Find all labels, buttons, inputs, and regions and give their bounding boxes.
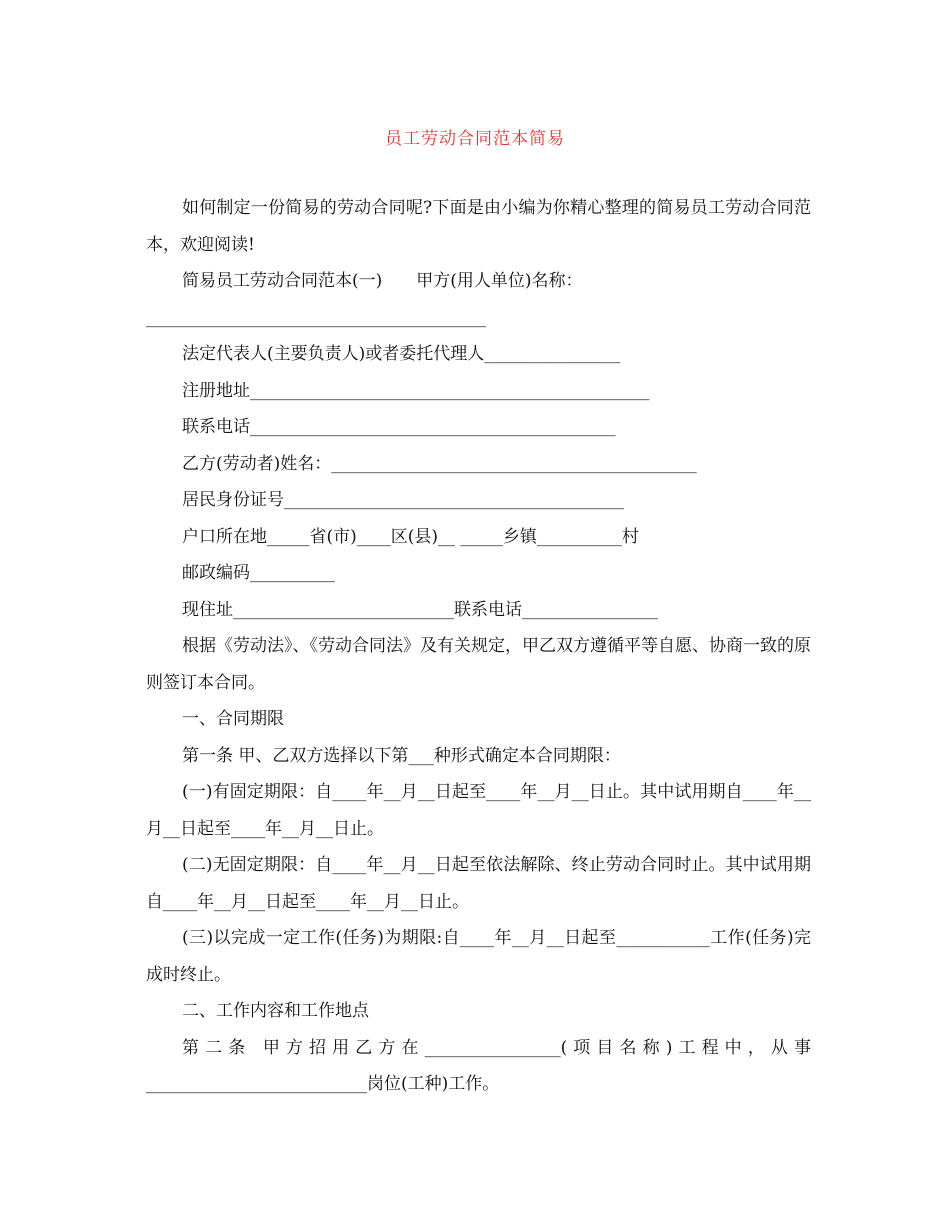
document-title: 员工劳动合同范本简易 (385, 129, 565, 149)
contract-heading-employer-name: 简易员工劳动合同范本(一) 甲方(用人单位)名称： (182, 271, 583, 291)
postal-code-line: 邮政编码__________ (182, 563, 335, 583)
employer-name-blank: ________________________________________ (146, 307, 486, 328)
fixed-term-clause: (一)有固定期限：自____年__月__日起至____年__月__日止。其中试用期自____年__月__日起至____年__月__日止。 (146, 782, 811, 839)
employee-name-line: 乙方(劳动者)姓名：___________________________________________ (182, 453, 697, 474)
article-one: 第一条 甲、乙双方选择以下第___种形式确定本合同期限： (182, 745, 621, 766)
current-address-line: 现住址__________________________联系电话________________ (182, 599, 658, 620)
household-registration-line: 户口所在地_____省(市)____区(县)__ _____乡镇__________村 (182, 526, 639, 547)
article-two: 第二条 甲方招用乙方在________________(项目名称)工程中，从事__________________________岗位(工种)工作。 (146, 1037, 811, 1094)
task-term-clause: (三)以完成一定工作(任务)为期限:自____年__月__日起至___________工作(任务)完成时终止。 (146, 928, 811, 985)
section-heading-work: 二、工作内容和工作地点 (182, 1001, 369, 1021)
document-body (146, 190, 811, 1103)
legal-representative-line: 法定代表人(主要负责人)或者委托代理人________________ (182, 344, 621, 364)
employer-phone-line: 联系电话___________________________________________ (182, 417, 616, 437)
id-number-line: 居民身份证号________________________________________ (182, 490, 624, 510)
intro-paragraph: 如何制定一份简易的劳动合同呢?下面是由小编为你精心整理的简易员工劳动合同范本，欢迎阅读! (146, 198, 811, 255)
open-term-clause: (二)无固定期限：自____年__月__日起至依法解除、终止劳动合同时止。其中试用期自____年__月__日起至____年__月__日止。 (146, 855, 811, 912)
section-heading-term: 一、合同期限 (182, 709, 284, 729)
registered-address-line: 注册地址_______________________________________________ (182, 380, 650, 401)
legal-basis-paragraph: 根据《劳动法》、《劳动合同法》及有关规定，甲乙双方遵循平等自愿、协商一致的原则签订本合同。 (146, 636, 811, 693)
